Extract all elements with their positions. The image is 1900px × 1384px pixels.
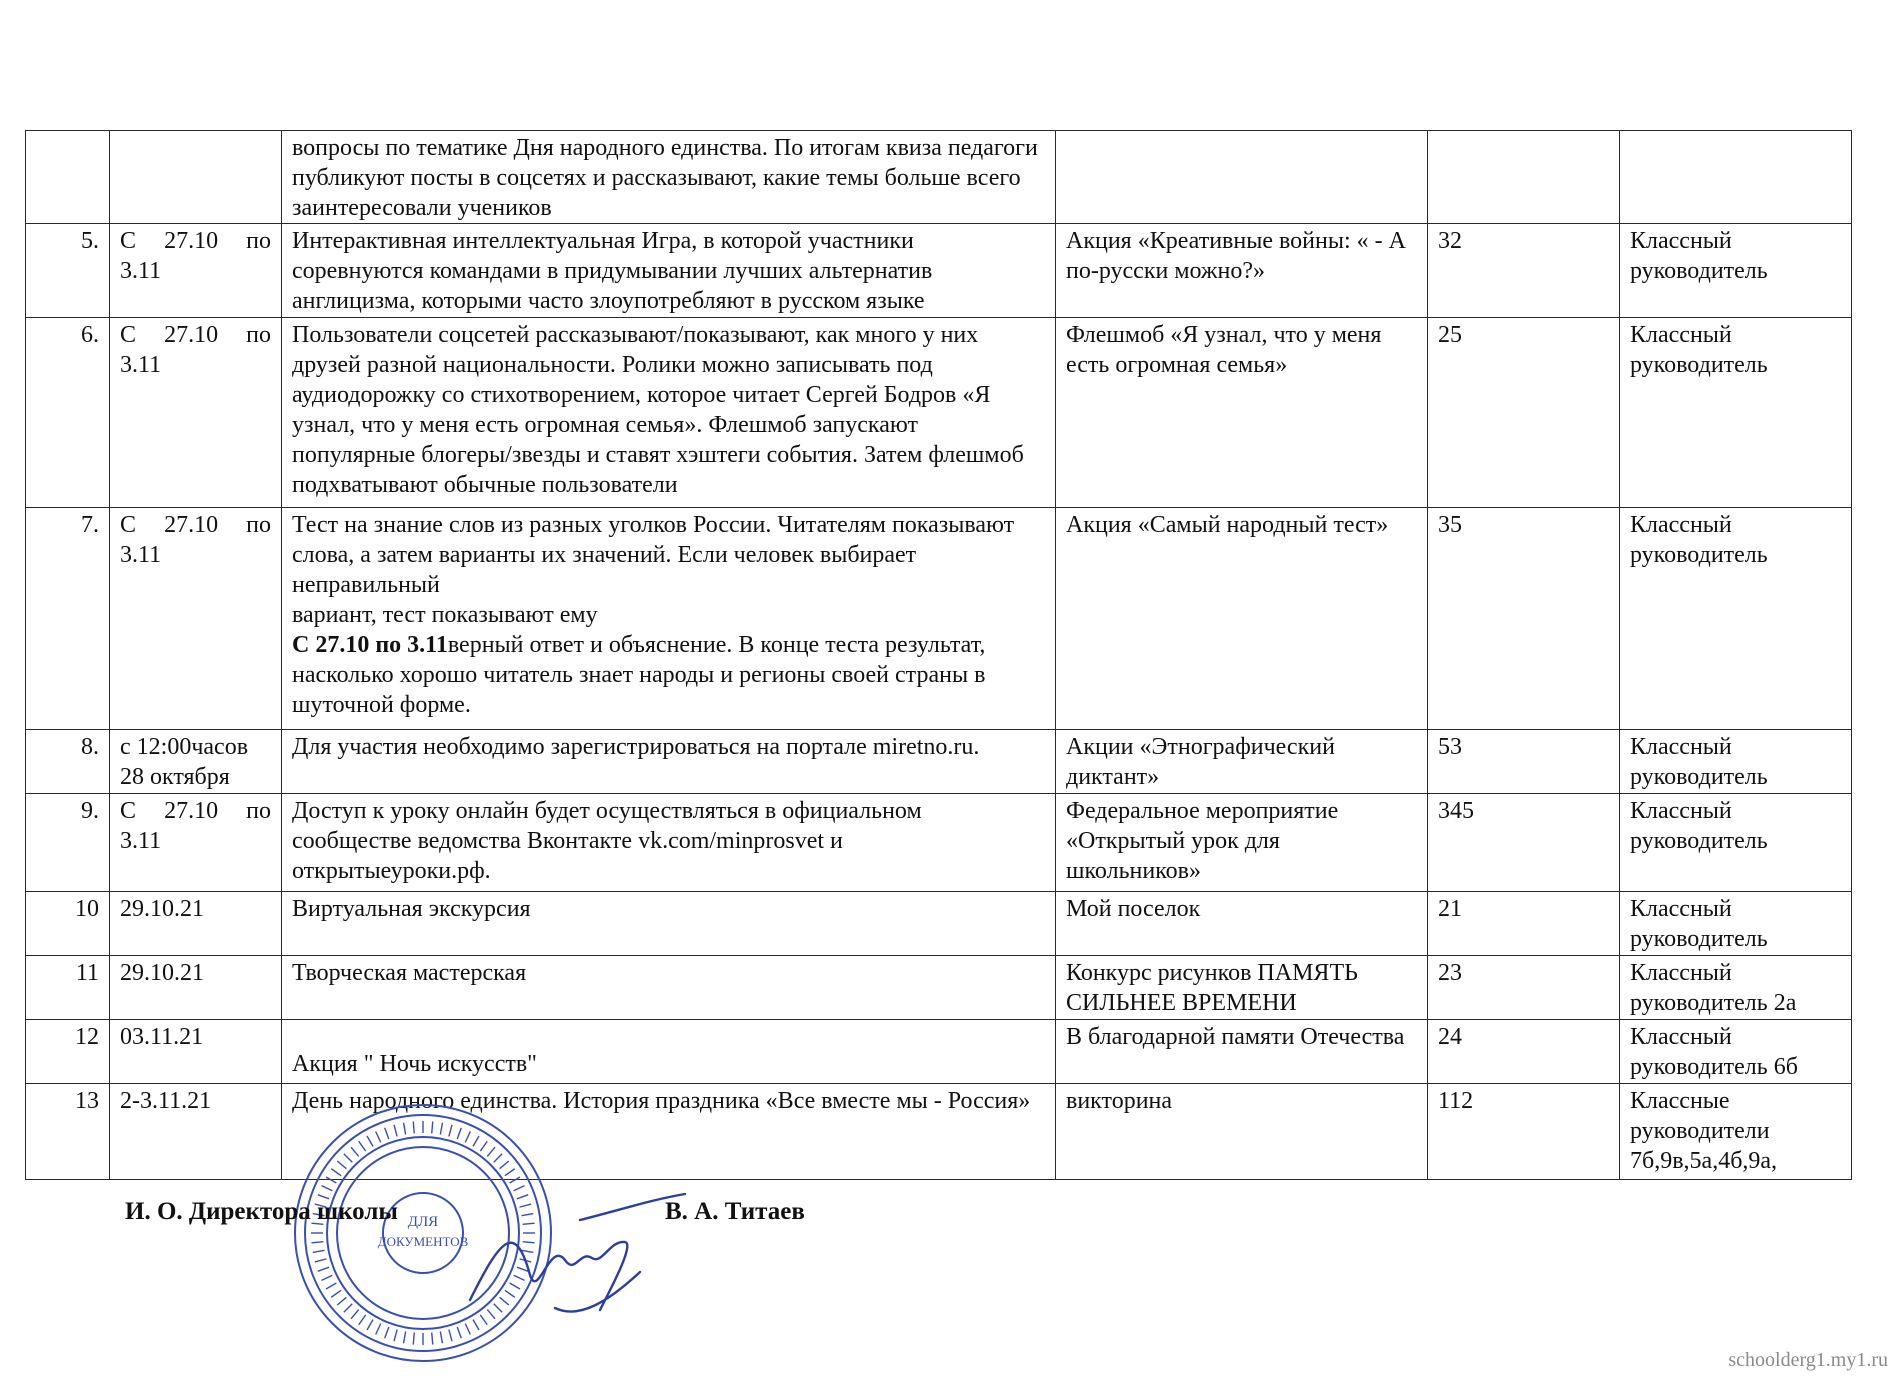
stamp-ring-mark (413, 1333, 414, 1345)
stamp-ring-mark (449, 1330, 452, 1342)
stamp-ring-mark (313, 1250, 325, 1252)
row-event: Мой поселок (1056, 892, 1428, 956)
row-count: 35 (1428, 508, 1620, 730)
stamp-ring-mark (359, 1141, 366, 1151)
date-from-label: С (120, 228, 137, 254)
row-date (110, 131, 282, 224)
date-from-label: С (120, 798, 137, 824)
row-responsible: Классный руководитель (1620, 224, 1852, 318)
stamp-ring-mark (344, 1154, 352, 1162)
date-from: 27.10 (164, 322, 219, 348)
row-responsible: Классный руководитель (1620, 794, 1852, 892)
date-to-label: по (246, 322, 271, 348)
row-responsible: Классный руководитель (1620, 318, 1852, 508)
stamp-ring-mark (404, 1331, 406, 1343)
table-row (26, 224, 1852, 318)
row-number: 13 (26, 1084, 110, 1180)
row-responsible (1620, 131, 1852, 224)
row-event: Федеральное мероприятие «Открытый урок для школьников» (1056, 794, 1428, 892)
stamp-ring-mark (351, 1147, 359, 1156)
description-part: верный ответ и объяснение. В конце теста результат, насколько хорошо читатель знает народы и регионы своей страны в шуточной форме. (292, 632, 986, 718)
date-from-label: С (120, 512, 137, 538)
row-count: 32 (1428, 224, 1620, 318)
description-date-bold: С 27.10 по 3.11 (292, 632, 448, 658)
row-responsible: Классный руководитель 6б (1620, 1020, 1852, 1084)
stamp-center-line: ДОКУМЕНТОВ (377, 1234, 469, 1249)
handwritten-signature (460, 1180, 690, 1330)
date-to-label: по (246, 512, 271, 538)
stamp-ring-mark (449, 1125, 452, 1137)
stamp-ring-mark (321, 1275, 332, 1280)
row-count: 24 (1428, 1020, 1620, 1084)
row-event: Акции «Этнографический диктант» (1056, 730, 1428, 794)
stamp-ring-mark (344, 1304, 352, 1312)
row-description-text: Акция " Ночь искусств" (292, 1051, 537, 1077)
stamp-ring-mark (351, 1310, 359, 1319)
signatory-position: И. О. Директора школы (125, 1198, 398, 1225)
stamp-center-line: ДЛЯ (407, 1214, 439, 1230)
stamp-ring-mark (367, 1320, 373, 1330)
row-count: 345 (1428, 794, 1620, 892)
stamp-ring-mark (494, 1154, 502, 1162)
signatory-name: В. А. Титаев (665, 1198, 805, 1225)
row-responsible: Классный руководитель (1620, 892, 1852, 956)
row-count: 23 (1428, 956, 1620, 1020)
row-description: Доступ к уроку онлайн будет осуществляться в официальном сообществе ведомства Вконтакте vk.com/minprosvet и открытыеуроки.рф. (282, 794, 1056, 892)
row-number: 9. (26, 794, 110, 892)
row-date: 03.11.21 (110, 1020, 282, 1084)
stamp-ring-mark (500, 1161, 509, 1169)
row-responsible: Классный руководитель (1620, 730, 1852, 794)
date-from: 27.10 (164, 228, 219, 254)
row-responsible: Классный руководитель 2а (1620, 956, 1852, 1020)
row-description: вопросы по тематике Дня народного единства. По итогам квиза педагоги публикуют посты в соцсетях и рассказывают, какие темы больше всего заинтересовали учеников (282, 131, 1056, 224)
row-number: 10 (26, 892, 110, 956)
row-number: 12 (26, 1020, 110, 1084)
row-number: 11 (26, 956, 110, 1020)
row-description (282, 1020, 1056, 1084)
row-date (110, 224, 282, 318)
date-to: 3.11 (120, 828, 162, 854)
row-description: Интерактивная интеллектуальная Игра, в которой участники соревнуются командами в придумывании лучших альтернатив англицизма, которыми часто злоупотребляют в русском языке (282, 224, 1056, 318)
stamp-ring-mark (440, 1123, 442, 1135)
row-event (1056, 131, 1428, 224)
table-row (26, 131, 1852, 224)
row-number: 7. (26, 508, 110, 730)
table-row (26, 508, 1852, 730)
row-date: 29.10.21 (110, 956, 282, 1020)
date-from: 27.10 (164, 512, 219, 538)
row-number: 6. (26, 318, 110, 508)
stamp-ring-mark (326, 1283, 336, 1289)
row-responsible: Классный руководитель (1620, 508, 1852, 730)
stamp-ring-mark (337, 1161, 346, 1169)
row-description: Пользователи соцсетей рассказывают/показывают, как много у них друзей разной национальности. Ролики можно записывать под аудиодорожку со стихотворением, которое читает Сергей Бодров «Я узнал, что у меня есть огромная семья». Флешмоб запускают популярные блогеры/звезды и ставят хэштеги события. Затем флешмоб подхватывают обычные пользователи (282, 318, 1056, 508)
row-event: Флешмоб «Я узнал, что у меня есть огромная семья» (1056, 318, 1428, 508)
row-count: 21 (1428, 892, 1620, 956)
date-to-label: по (246, 798, 271, 824)
table-row (26, 318, 1852, 508)
stamp-ring-mark (331, 1290, 341, 1297)
row-description: Для участия необходимо зарегистрироваться на портале miretno.ru. (282, 730, 1056, 794)
stamp-ring-mark (337, 1297, 346, 1305)
stamp-ring-mark (487, 1147, 495, 1156)
row-description: День народного единства. История праздника «Все вместе мы - Россия» (282, 1084, 1056, 1180)
row-count: 53 (1428, 730, 1620, 794)
stamp-ring-mark (376, 1324, 381, 1335)
date-from: 27.10 (164, 798, 219, 824)
stamp-ring-mark (413, 1121, 414, 1133)
date-to-label: по (246, 228, 271, 254)
row-count (1428, 131, 1620, 224)
stamp-ring-mark (318, 1267, 329, 1271)
stamp-ring-mark (359, 1315, 366, 1325)
stamp-ring-mark (404, 1123, 406, 1135)
stamp-ring-mark (480, 1141, 487, 1151)
stamp-ring-mark (432, 1333, 433, 1345)
stamp-ring-mark (331, 1169, 341, 1176)
row-responsible: Классные руководители 7б,9в,5а,4б,9а, (1620, 1084, 1852, 1180)
row-date (110, 318, 282, 508)
stamp-ring-mark (321, 1186, 332, 1191)
date-from-label: С (120, 322, 137, 348)
stamp-ring-mark (394, 1330, 397, 1342)
stamp-ring-mark (473, 1136, 479, 1146)
stamp-ring-mark (505, 1169, 515, 1176)
row-date (110, 508, 282, 730)
stamp-ring-mark (465, 1131, 470, 1142)
stamp-ring-mark (315, 1259, 327, 1262)
date-line: с 12:00часов (120, 734, 249, 760)
stamp-ring-mark (440, 1331, 442, 1343)
row-event: В благодарной памяти Отечества (1056, 1020, 1428, 1084)
row-date: 2-3.11.21 (110, 1084, 282, 1180)
row-description: Виртуальная экскурсия (282, 892, 1056, 956)
events-table (25, 130, 1852, 1180)
site-watermark: schoolderg1.my1.ru (1728, 1349, 1888, 1371)
stamp-ring-mark (385, 1128, 389, 1139)
row-date (110, 730, 282, 794)
table-row (26, 892, 1852, 956)
row-description: Творческая мастерская (282, 956, 1056, 1020)
description-part: Тест на знание слов из разных уголков России. Читателям показывают слова, а затем варианты их значений. Если человек выбирает неправильный (292, 512, 1015, 598)
row-count: 25 (1428, 318, 1620, 508)
stamp-ring-mark (367, 1136, 373, 1146)
table-row (26, 956, 1852, 1020)
row-description (282, 508, 1056, 730)
stamp-ring-mark (457, 1128, 461, 1139)
stamp-ring-mark (311, 1242, 323, 1243)
table-row (26, 730, 1852, 794)
stamp-ring-mark (385, 1327, 389, 1338)
row-number: 5. (26, 224, 110, 318)
date-to: 3.11 (120, 542, 162, 568)
row-event: Акция «Самый народный тест» (1056, 508, 1428, 730)
row-event: Конкурс рисунков ПАМЯТЬ СИЛЬНЕЕ ВРЕМЕНИ (1056, 956, 1428, 1020)
description-part: вариант, тест показывают ему (292, 602, 598, 628)
row-number: 8. (26, 730, 110, 794)
date-line: 28 октября (120, 764, 230, 790)
date-to: 3.11 (120, 258, 162, 284)
table-row (26, 794, 1852, 892)
stamp-ring-mark (394, 1125, 397, 1137)
date-to: 3.11 (120, 352, 162, 378)
row-count: 112 (1428, 1084, 1620, 1180)
row-date: 29.10.21 (110, 892, 282, 956)
row-date (110, 794, 282, 892)
stamp-ring-mark (432, 1121, 433, 1133)
row-number (26, 131, 110, 224)
table-row (26, 1020, 1852, 1084)
row-event: Акция «Креативные войны: « - А по-русски можно?» (1056, 224, 1428, 318)
stamp-ring-mark (326, 1177, 336, 1183)
row-event: викторина (1056, 1084, 1428, 1180)
stamp-ring-mark (376, 1131, 381, 1142)
